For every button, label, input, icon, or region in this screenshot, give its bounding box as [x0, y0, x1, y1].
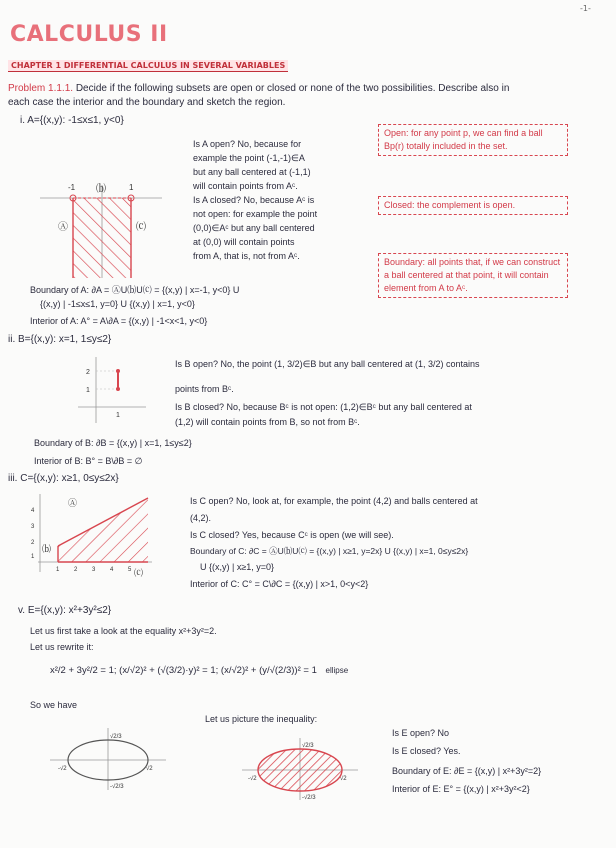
part-iii-boundary-2: U {(x,y) | x≥1, y=0}	[200, 562, 275, 572]
tick-label-y1: 1	[86, 387, 90, 394]
part-iii-set: iii. C={(x,y): x≥1, 0≤y≤2x}	[8, 473, 119, 484]
part-i-boundary-1: Boundary of A: ∂A = ⒶU⒝U⒞ = {(x,y) | x=-1, y<0} U	[30, 285, 240, 295]
axis-label: -√2	[58, 766, 67, 772]
axis-label: √2	[146, 766, 153, 772]
part-i-set: i. A={(x,y): -1≤x≤1, y<0}	[20, 115, 124, 126]
problem-statement-line-2: each case the interior and the boundary and sketch the region.	[8, 97, 286, 108]
part-iii-line-1: Is C open? No, look at, for example, the point (4,2) and balls centered at	[190, 496, 478, 506]
part-i-boundary-2: {(x,y) | -1≤x≤1, y=0} U {(x,y) | x=1, y<0}	[40, 299, 195, 309]
axis-label: √2/3	[302, 743, 314, 749]
reasoning-line: not open: for example the point	[193, 209, 318, 219]
chapter-heading: CHAPTER 1 DIFFERENTIAL CALCULUS IN SEVERAL VARIABLES	[8, 60, 288, 72]
ellipse-region	[258, 749, 342, 791]
endpoint-top	[116, 369, 120, 373]
label-b: ⒝	[96, 184, 106, 195]
part-v-closed: Is E closed? Yes.	[392, 746, 461, 756]
reasoning-line: Is A closed? No, because Aᶜ is	[193, 195, 315, 205]
part-v-equation	[50, 664, 348, 678]
definition-open: Open: for any point p, we can find a ball Bp(r) totally included in the set.	[378, 124, 568, 156]
tick-label: 3	[92, 567, 96, 573]
reasoning-line: Is A open? No, because for	[193, 139, 302, 149]
label-c: ⒞	[134, 568, 144, 578]
reasoning-line: example the point (-1,-1)∈A	[193, 153, 305, 163]
part-ii-line-3: Is B closed? No, because Bᶜ is not open: (1,2)∈Bᶜ but any ball centered at	[175, 402, 472, 412]
part-iii-interior: Interior of C: C° = C\∂C = {(x,y) | x>1, 0<y<2}	[190, 579, 369, 589]
part-v-boundary: Boundary of E: ∂E = {(x,y) | x²+3y²=2}	[392, 766, 542, 776]
part-v-set: v. E={(x,y): x²+3y²≤2}	[18, 605, 112, 616]
page-number: -1-	[580, 4, 591, 13]
ellipse-plot-region	[240, 736, 360, 802]
definition-boundary: Boundary: all points that, if we can construct a ball centered at that point, it will contain element from A to Aᶜ.	[378, 253, 568, 298]
label-b: ⒝	[42, 544, 52, 554]
part-v-open: Is E open? No	[392, 728, 450, 738]
endpoint-bottom	[116, 387, 120, 391]
axis-label: √2	[340, 776, 347, 782]
tick-label-1: 1	[129, 183, 134, 192]
part-iii-plot	[28, 492, 156, 580]
tick-label: 5	[128, 567, 132, 573]
axis-label: √2/3	[110, 734, 122, 740]
label-a: Ⓐ	[58, 222, 68, 233]
part-v-line-2: Let us rewrite it:	[30, 642, 94, 652]
ellipse-plot-boundary	[48, 726, 168, 792]
tick-label: 4	[31, 508, 35, 514]
reasoning-line: from A, that is, not from Aᶜ.	[193, 251, 300, 261]
part-i-interior: Interior of A: A° = A\∂A = {(x,y) | -1<x<1, y<0}	[30, 316, 208, 326]
tick-label: 2	[31, 540, 35, 546]
part-ii-set: ii. B={(x,y): x=1, 1≤y≤2}	[8, 334, 112, 345]
part-v-interior: Interior of E: E° = {(x,y) | x²+3y²<2}	[392, 784, 530, 794]
part-ii-boundary: Boundary of B: ∂B = {(x,y) | x=1, 1≤y≤2}	[34, 438, 192, 448]
problem-label: Problem 1.1.1.	[8, 83, 74, 94]
part-i-reasoning	[193, 137, 317, 263]
label-a: Ⓐ	[68, 498, 78, 508]
part-iii-line-3: Is C closed? Yes, because Cᶜ is open (we will see).	[190, 530, 394, 540]
part-ii-line-1: Is B open? No, the point (1, 3/2)∈B but any ball centered at (1, 3/2) contains	[175, 359, 480, 369]
part-v-line-1: Let us first take a look at the equality x²+3y²=2.	[30, 626, 217, 636]
so-we-have: So we have	[30, 700, 78, 710]
tick-label: 1	[56, 567, 60, 573]
tick-label: 3	[31, 524, 35, 530]
axis-label: -√2/3	[110, 784, 124, 790]
tick-label: 4	[110, 567, 114, 573]
axis-label: -√2	[248, 776, 257, 782]
part-ii-line-2: points from Bᶜ.	[175, 384, 234, 394]
tick-label-y2: 2	[86, 369, 90, 376]
tick-label: 1	[31, 554, 35, 560]
axis-label: -√2/3	[302, 795, 316, 801]
part-i-plot	[40, 180, 165, 280]
reasoning-line: at (0,0) will contain points	[193, 237, 295, 247]
region-a	[73, 198, 131, 278]
part-iii-boundary-1: Boundary of C: ∂C = ⒶU⒝U⒞ = {(x,y) | x≥1, y=2x} U {(x,y) | x=1, 0≤y≤2x}	[190, 546, 469, 556]
definition-closed: Closed: the complement is open.	[378, 196, 568, 215]
part-ii-line-4: (1,2) will contain points from B, so not from Bᶜ.	[175, 417, 360, 427]
tick-label-x1: 1	[116, 412, 120, 419]
reasoning-line: will contain points from Aᶜ.	[193, 181, 298, 191]
problem-statement-line-1: Decide if the following subsets are open or closed or none of the two possibilities. Describe also in	[75, 83, 510, 94]
page-title: CALCULUS II	[10, 22, 168, 47]
part-ii-interior: Interior of B: B° = B\∂B = ∅	[34, 456, 143, 466]
reasoning-line: but any ball centered at (-1,1)	[193, 167, 311, 177]
part-iii-line-2: (4,2).	[190, 513, 212, 523]
tick-label: 2	[74, 567, 78, 573]
label-c: ⒞	[136, 222, 146, 233]
equation: x²/2 + 3y²/2 = 1; (x/√2)² + (√(3/2)·y)² = 1; (x/√2)² + (y/√(2/3))² = 1	[50, 665, 317, 676]
ellipse-note: ellipse	[325, 666, 349, 675]
tick-label-neg1: -1	[68, 183, 76, 192]
problem-statement	[8, 82, 509, 96]
part-ii-plot	[78, 355, 148, 425]
picture-note: Let us picture the inequality:	[205, 714, 318, 724]
reasoning-line: (0,0)∈Aᶜ but any ball centered	[193, 223, 315, 233]
